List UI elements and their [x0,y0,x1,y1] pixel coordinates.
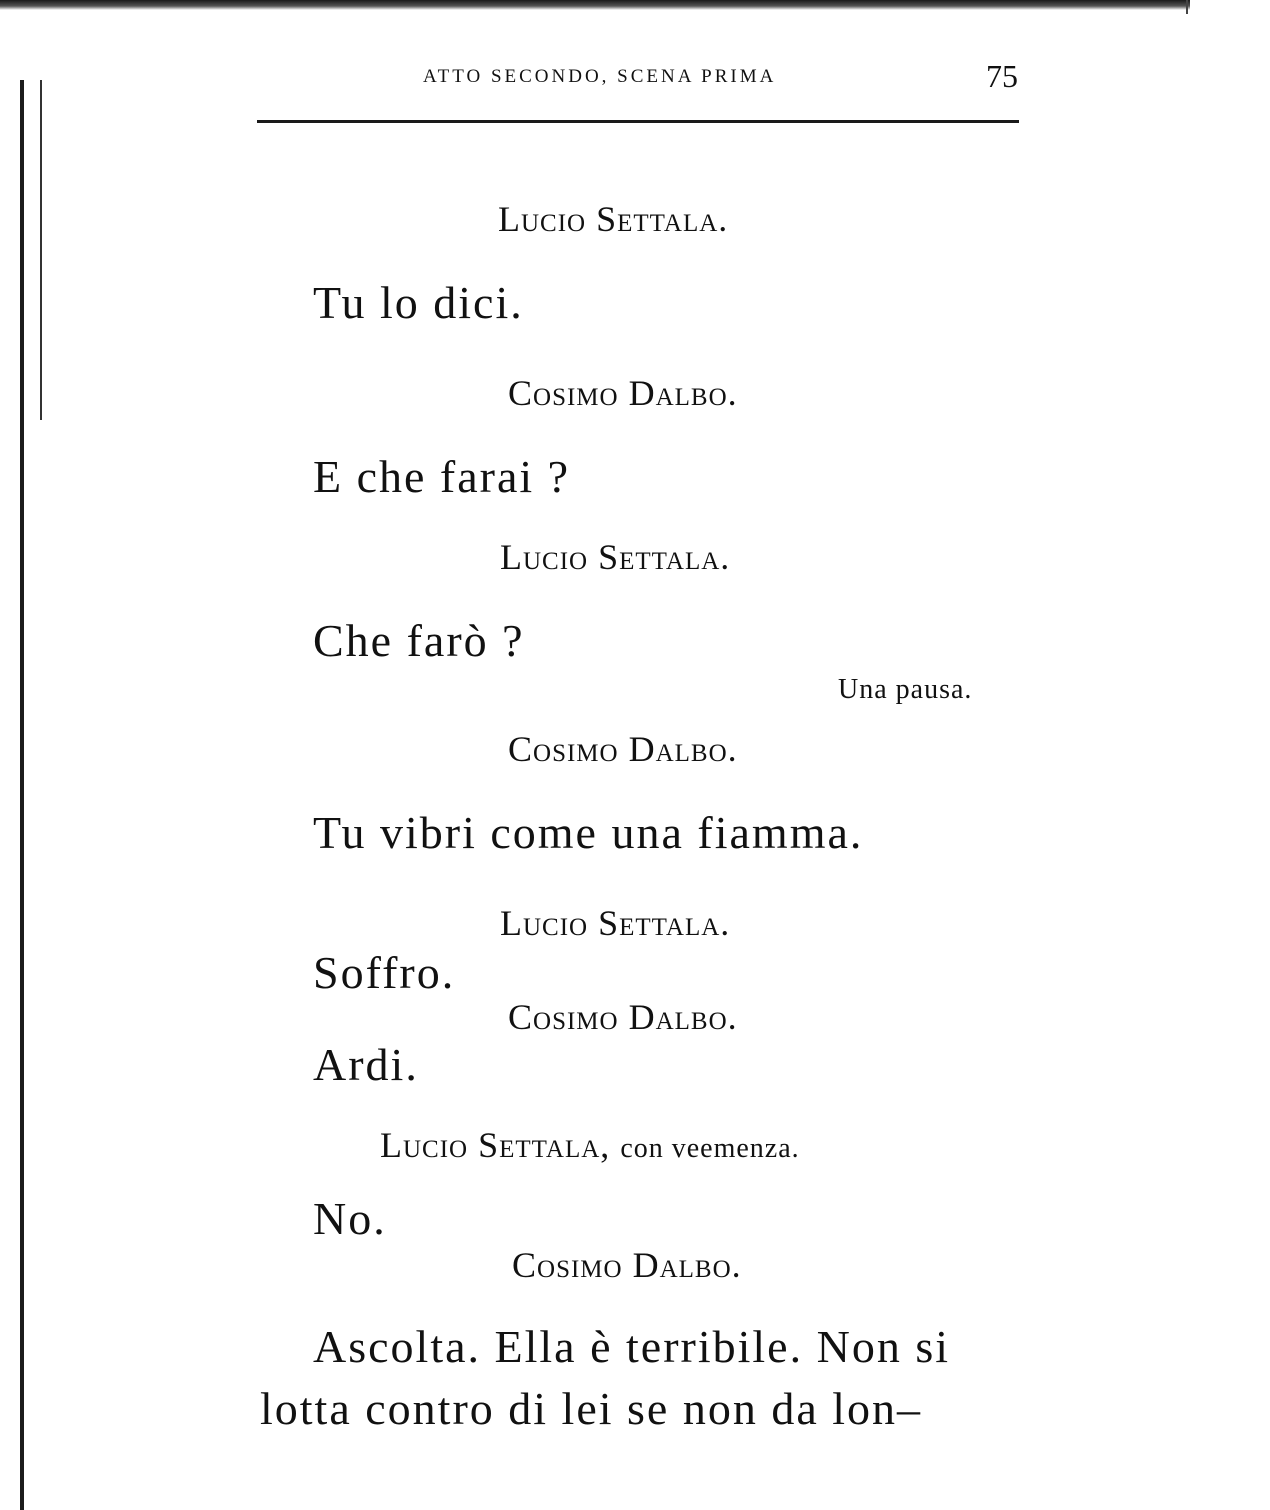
dialogue-line: Ardi. [313,1039,419,1090]
dialogue-line: No. [313,1193,387,1244]
speaker-name: Lucio Settala. [500,903,731,943]
speaker-name-text: Lucio Settala, [380,1125,611,1165]
dialogue-line: Tu lo dici. [313,277,524,328]
speaker-name: Lucio Settala. [498,199,729,239]
speaker-name: Cosimo Dalbo. [508,373,738,413]
speaker-name: Cosimo Dalbo. [512,1245,742,1285]
dialogue-line: E che farai ? [313,451,571,502]
speaker-name [380,1124,800,1166]
scan-edge-left [20,80,24,1510]
speaker-name: Lucio Settala. [500,537,731,577]
scan-edge-mark [1186,0,1188,14]
dialogue-line: Tu vibri come una fiamma. [313,807,864,858]
stage-direction: Una pausa. [838,674,973,705]
running-title: ATTO SECONDO, SCENA PRIMA [423,66,777,87]
speaker-direction: con veemenza. [620,1133,800,1164]
dialogue-line: Che farò ? [313,615,525,666]
header-rule [257,120,1019,123]
scan-edge-left-inner [40,80,42,420]
prose-line: Ascolta. Ella è terribile. Non si [313,1321,951,1372]
prose-line: lotta contro di lei se non da lon– [260,1383,923,1434]
speaker-name: Cosimo Dalbo. [508,997,738,1037]
dialogue-line: Soffro. [313,947,456,998]
speaker-name: Cosimo Dalbo. [508,729,738,769]
scan-edge-top [0,0,1190,10]
page-number: 75 [986,58,1018,94]
